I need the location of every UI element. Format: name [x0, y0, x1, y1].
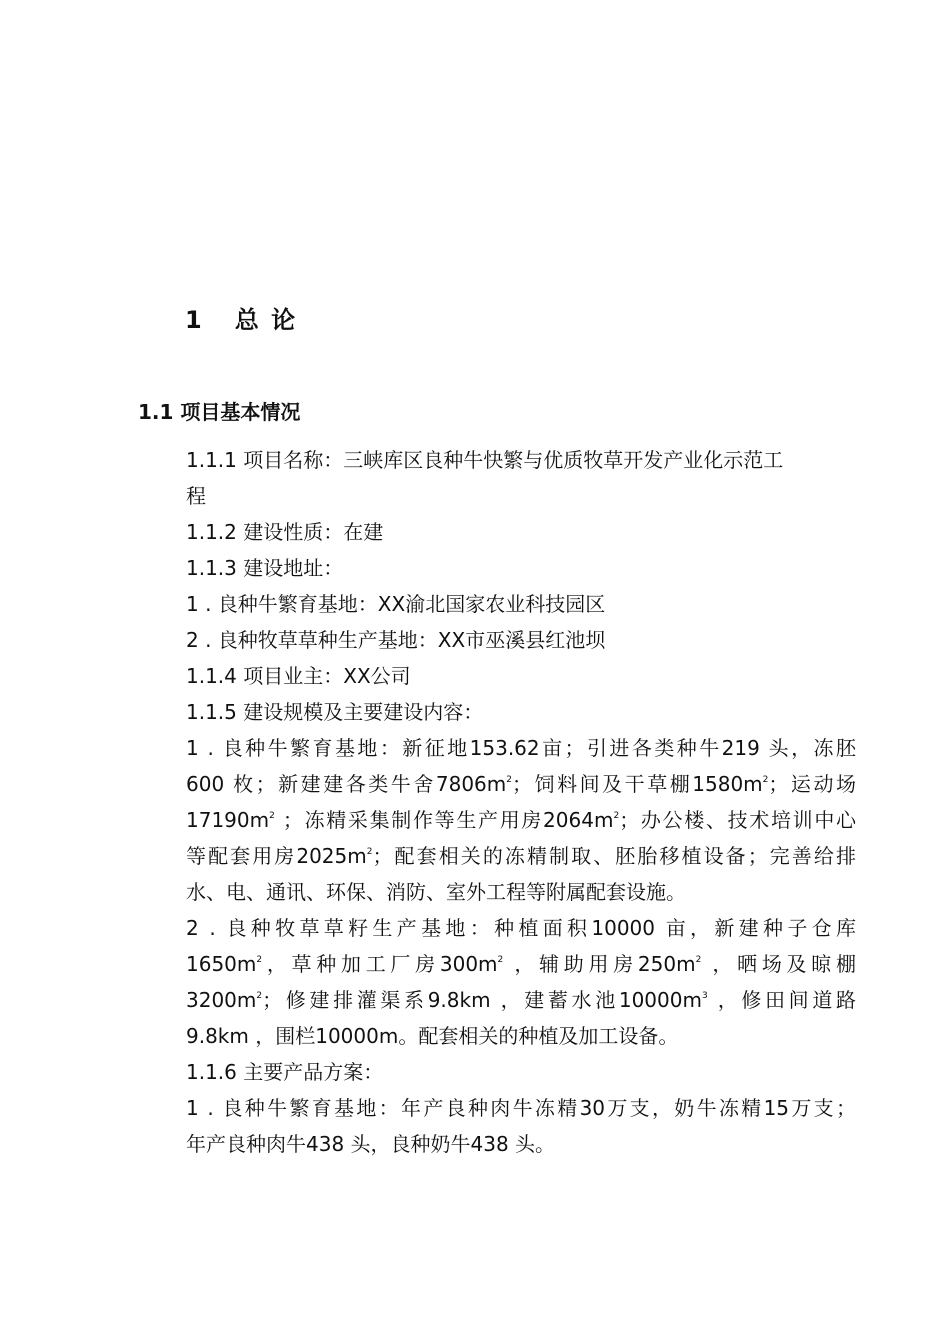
chapter-title: 总 论 [234, 306, 298, 334]
scale-cattle-line1: 1 . 良种牛繁育基地：新征地153.62亩；引进各类种牛219 头，冻胚 [186, 736, 856, 760]
scale-cattle-line4: 等配套用房$2025m^2$；配套相关的冻精制取、胚胎移植设备；完善给排 [186, 844, 856, 868]
scale-forage-line2: $1650m^2$，草种加工厂房$300m^2$ ，辅助用房$250m^2$ ，晒场及晾棚 [186, 952, 856, 976]
chapter-number: 1 [185, 306, 204, 334]
scale-forage-line4: 9.8km ，围栏10000m。配套相关的种植及加工设备。 [186, 1024, 679, 1048]
products-line1: 1 . 良种牛繁育基地：年产良种肉牛冻精30万支，奶牛冻精15万支； [186, 1096, 856, 1120]
scale-cattle-line5: 水、电、通讯、环保、消防、室外工程等附属配套设施。 [186, 880, 686, 904]
body-block [186, 442, 856, 1162]
item-project-name-line2: 程 [186, 484, 206, 508]
section-heading: 1.1 项目基本情况 [138, 400, 301, 424]
scale-forage-line3: $3200m^2$；修建排灌渠系9.8km ，建蓄水池$10000m^3$ ，修田间道路 [186, 988, 856, 1012]
scale-cattle-line2: 600 枚；新建建各类牛舍$7806m^2$；饲料间及干草棚$1580m^2$；运动场 [186, 772, 856, 796]
item-construction-nature: 1.1.2 建设性质：在建 [186, 520, 384, 544]
chapter-heading [185, 300, 297, 335]
item-construction-scale: 1.1.5 建设规模及主要建设内容： [186, 700, 484, 724]
item-project-name-line1: 1.1.1 项目名称：三峡库区良种牛快繁与优质牧草开发产业化示范工 [186, 448, 784, 472]
item-construction-address: 1.1.3 建设地址： [186, 556, 344, 580]
scale-cattle-line3: $17190m^2$ ；冻精采集制作等生产用房$2064m^2$；办公楼、技术培训中心 [186, 808, 857, 832]
address-forage-base: 2 . 良种牧草草种生产基地：XX市巫溪县红池坝 [186, 628, 606, 652]
products-line2: 年产良种肉牛438 头，良种奶牛438 头。 [186, 1132, 556, 1156]
item-main-products: 1.1.6 主要产品方案： [186, 1060, 384, 1084]
item-project-owner: 1.1.4 项目业主：XX公司 [186, 664, 411, 688]
address-cattle-base: 1 . 良种牛繁育基地：XX渝北国家农业科技园区 [186, 592, 606, 616]
scale-forage-line1: 2 . 良种牧草草籽生产基地：种植面积10000 亩，新建种子仓库 [186, 916, 856, 940]
